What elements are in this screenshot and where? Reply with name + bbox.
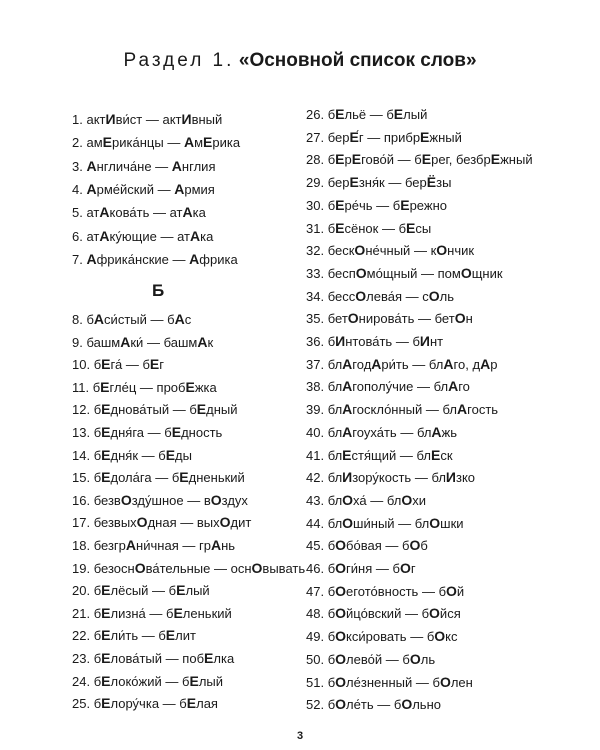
word-entry <box>306 333 443 350</box>
entry-text: безгрАничная — грАнь <box>93 537 236 553</box>
entry-text: бЕдняк — бЕды <box>93 446 192 463</box>
entry-number: 13. <box>72 425 94 440</box>
section-label: Раздел 1. <box>123 50 235 71</box>
entry-number: 18. <box>72 538 94 553</box>
entry-number: 24. <box>72 673 94 689</box>
word-entry <box>306 515 464 532</box>
entry-number: 47. <box>306 583 328 599</box>
entry-number: 46. <box>306 561 328 576</box>
entry-number: 34. <box>306 288 328 304</box>
word-entry <box>72 673 223 690</box>
entry-number: 17. <box>72 515 94 531</box>
entry-text: бЕдноватый — бЕдный <box>93 401 238 418</box>
entry-number: 41. <box>306 447 328 463</box>
entry-text: бЕречь — бЕрежно <box>327 196 448 213</box>
entry-number: 44. <box>306 515 328 531</box>
word-entry <box>306 129 462 146</box>
word-entry <box>72 469 245 486</box>
entry-number: 43. <box>306 492 328 508</box>
entry-text: блИзорукость — блИзко <box>327 469 476 486</box>
entry-text: безоснОвательные — оснОвывать <box>93 559 306 576</box>
entry-number: 4. <box>72 181 87 197</box>
word-entry <box>306 220 431 237</box>
entry-number: 22. <box>72 628 94 644</box>
entry-number: 23. <box>72 651 94 666</box>
entry-text: берЕг — прибрЕжный <box>327 128 462 145</box>
word-entry <box>72 111 222 128</box>
entry-text: бАсистый — бАс <box>86 311 192 327</box>
word-entry <box>72 251 238 268</box>
entry-text: безвОздушное — вОздух <box>93 491 248 508</box>
entry-number: 39. <box>306 402 328 418</box>
entry-number: 52. <box>306 697 328 713</box>
entry-text: бЕглец — пробЕжка <box>92 378 217 395</box>
entry-number: 31. <box>306 220 328 236</box>
entry-text: блОшиный — блОшки <box>327 514 464 531</box>
word-entry <box>306 447 453 464</box>
entry-text: атАковать — атАка <box>86 204 206 221</box>
entry-number: 7. <box>72 251 87 267</box>
word-entry <box>72 311 191 328</box>
word-entry <box>306 537 428 554</box>
entry-text: бОбовая — бОб <box>327 537 428 554</box>
entry-text: бОгиня — бОг <box>327 560 416 576</box>
entry-text: бЕлёсый — бЕлый <box>93 582 210 599</box>
entry-number: 29. <box>306 175 328 191</box>
entry-number: 8. <box>72 312 87 327</box>
word-entry <box>306 492 426 509</box>
entry-text: Англичане — Англия <box>86 157 216 174</box>
entry-text: блАгодАрить — блАго, дАр <box>327 355 498 372</box>
word-entry <box>306 401 498 418</box>
entry-text: бЕсёнок — бЕсы <box>327 219 432 236</box>
entry-text: бЕлизна — бЕленький <box>93 604 232 621</box>
entry-text: бЕловатый — побЕлка <box>93 650 235 666</box>
entry-text: бессОлевая — сОль <box>327 287 455 304</box>
word-entry <box>72 537 235 554</box>
word-entry <box>72 514 251 531</box>
word-entry <box>72 695 218 712</box>
word-entry <box>72 605 232 622</box>
word-entry <box>72 447 192 464</box>
word-entry <box>306 378 470 395</box>
entry-number: 12. <box>72 402 94 418</box>
word-entry <box>306 628 458 645</box>
entry-text: бескОнечный — кОнчик <box>327 242 475 259</box>
entry-text: бОлезненный — бОлен <box>327 673 473 690</box>
entry-text: бЕлоручка — бЕлая <box>93 695 218 712</box>
entry-text: Африканские — Африка <box>86 250 238 267</box>
word-entry <box>72 650 234 667</box>
word-entry <box>306 242 474 259</box>
entry-number: 48. <box>306 606 328 622</box>
word-entry <box>306 356 497 373</box>
entry-number: 20. <box>72 583 94 599</box>
entry-number: 36. <box>306 334 328 349</box>
entry-number: 11. <box>72 379 93 395</box>
word-entry <box>72 560 305 577</box>
word-entry <box>72 379 217 396</box>
entry-number: 37. <box>306 356 328 372</box>
entry-number: 26. <box>306 107 328 122</box>
entry-text: бЕльё — бЕлый <box>327 106 428 122</box>
word-entry <box>72 424 222 441</box>
word-entry <box>72 401 238 418</box>
entry-number: 2. <box>72 135 87 151</box>
entry-text: бЕдолага — бЕдненький <box>93 469 245 486</box>
entry-number: 50. <box>306 651 328 667</box>
entry-text: бОксировать — бОкс <box>327 628 458 645</box>
entry-number: 15. <box>72 470 94 486</box>
word-entry <box>72 334 213 351</box>
word-entry <box>306 583 464 600</box>
word-entry <box>306 197 447 214</box>
word-entry <box>306 651 435 668</box>
word-entry <box>72 492 248 509</box>
entry-text: амЕриканцы — АмЕрика <box>86 134 241 151</box>
word-entry <box>72 204 206 221</box>
entry-number: 1. <box>72 112 87 127</box>
entry-number: 3. <box>72 158 87 174</box>
word-entry <box>306 174 451 191</box>
entry-text: бОлевой — бОль <box>327 650 436 667</box>
entry-number: 16. <box>72 492 94 508</box>
entry-number: 25. <box>72 696 94 712</box>
word-entry <box>306 151 533 168</box>
page-title <box>0 50 600 72</box>
entry-text: блОха — блОхи <box>327 491 427 508</box>
entry-number: 51. <box>306 674 328 690</box>
word-entry <box>306 288 454 305</box>
entry-text: атАкующие — атАка <box>86 227 214 244</box>
entry-number: 45. <box>306 538 328 554</box>
entry-text: блАгоухать — блАжь <box>327 423 458 440</box>
word-entry <box>306 605 461 622</box>
entry-number: 6. <box>72 228 87 244</box>
entry-text: бетОнировать — бетОн <box>327 310 473 327</box>
word-entry <box>72 134 240 151</box>
entry-text: актИвист — актИвный <box>86 111 223 127</box>
entry-text: бЕга — бЕг <box>93 356 164 373</box>
entry-number: 35. <box>306 311 328 327</box>
entry-text: безвыхОдная — выхОдит <box>93 514 252 531</box>
entry-text: бОйцовский — бОйся <box>327 605 461 622</box>
section-title: «Основной список слов» <box>238 50 477 71</box>
entry-number: 40. <box>306 424 328 440</box>
entry-text: бОлеть — бОльно <box>327 696 441 713</box>
entry-text: блАгополучие — блАго <box>327 378 470 395</box>
entry-text: башмАки — башмАк <box>86 333 214 350</box>
entry-number: 5. <box>72 205 87 221</box>
word-entry <box>72 627 196 644</box>
entry-text: блЕстящий — блЕск <box>327 446 453 463</box>
word-entry <box>306 424 457 441</box>
entry-text: бЕлить — бЕлит <box>93 627 196 644</box>
entry-number: 27. <box>306 129 328 145</box>
entry-text: бЕлокожий — бЕлый <box>93 672 224 689</box>
word-entry <box>72 356 164 373</box>
entry-text: Армейский — Армия <box>86 180 215 197</box>
entry-text: бЕрЕговой — бЕрег, безбрЕжный <box>327 151 533 168</box>
entry-number: 42. <box>306 470 328 486</box>
entry-number: 9. <box>72 334 87 350</box>
entry-number: 14. <box>72 447 94 463</box>
word-entry <box>306 696 441 713</box>
word-entry <box>306 674 473 691</box>
entry-number: 32. <box>306 243 328 259</box>
word-entry <box>306 265 503 282</box>
entry-number: 33. <box>306 265 328 281</box>
page-number: 3 <box>296 730 304 742</box>
letter-heading: Б <box>152 281 165 300</box>
entry-number: 10. <box>72 357 94 373</box>
entry-text: блАгосклонный — блАгость <box>327 401 499 418</box>
entry-text: беспОмощный — помОщник <box>327 264 503 281</box>
entry-number: 49. <box>306 629 328 645</box>
entry-number: 30. <box>306 197 328 213</box>
entry-text: бИнтовать — бИнт <box>327 333 444 349</box>
entry-number: 21. <box>72 605 94 621</box>
entry-number: 38. <box>306 379 328 395</box>
word-entry <box>306 469 475 486</box>
entry-text: бЕдняга — бЕдность <box>93 424 223 440</box>
word-entry <box>72 582 210 599</box>
entry-text: берЕзняк — берЁзы <box>327 174 452 191</box>
word-entry <box>306 310 473 327</box>
word-entry <box>72 158 215 175</box>
word-entry <box>306 560 416 577</box>
word-entry <box>306 106 427 123</box>
entry-number: 28. <box>306 152 328 168</box>
word-entry <box>72 181 215 198</box>
entry-number: 19. <box>72 560 94 576</box>
entry-text: бОеготовность — бОй <box>327 582 465 599</box>
word-entry <box>72 228 213 245</box>
